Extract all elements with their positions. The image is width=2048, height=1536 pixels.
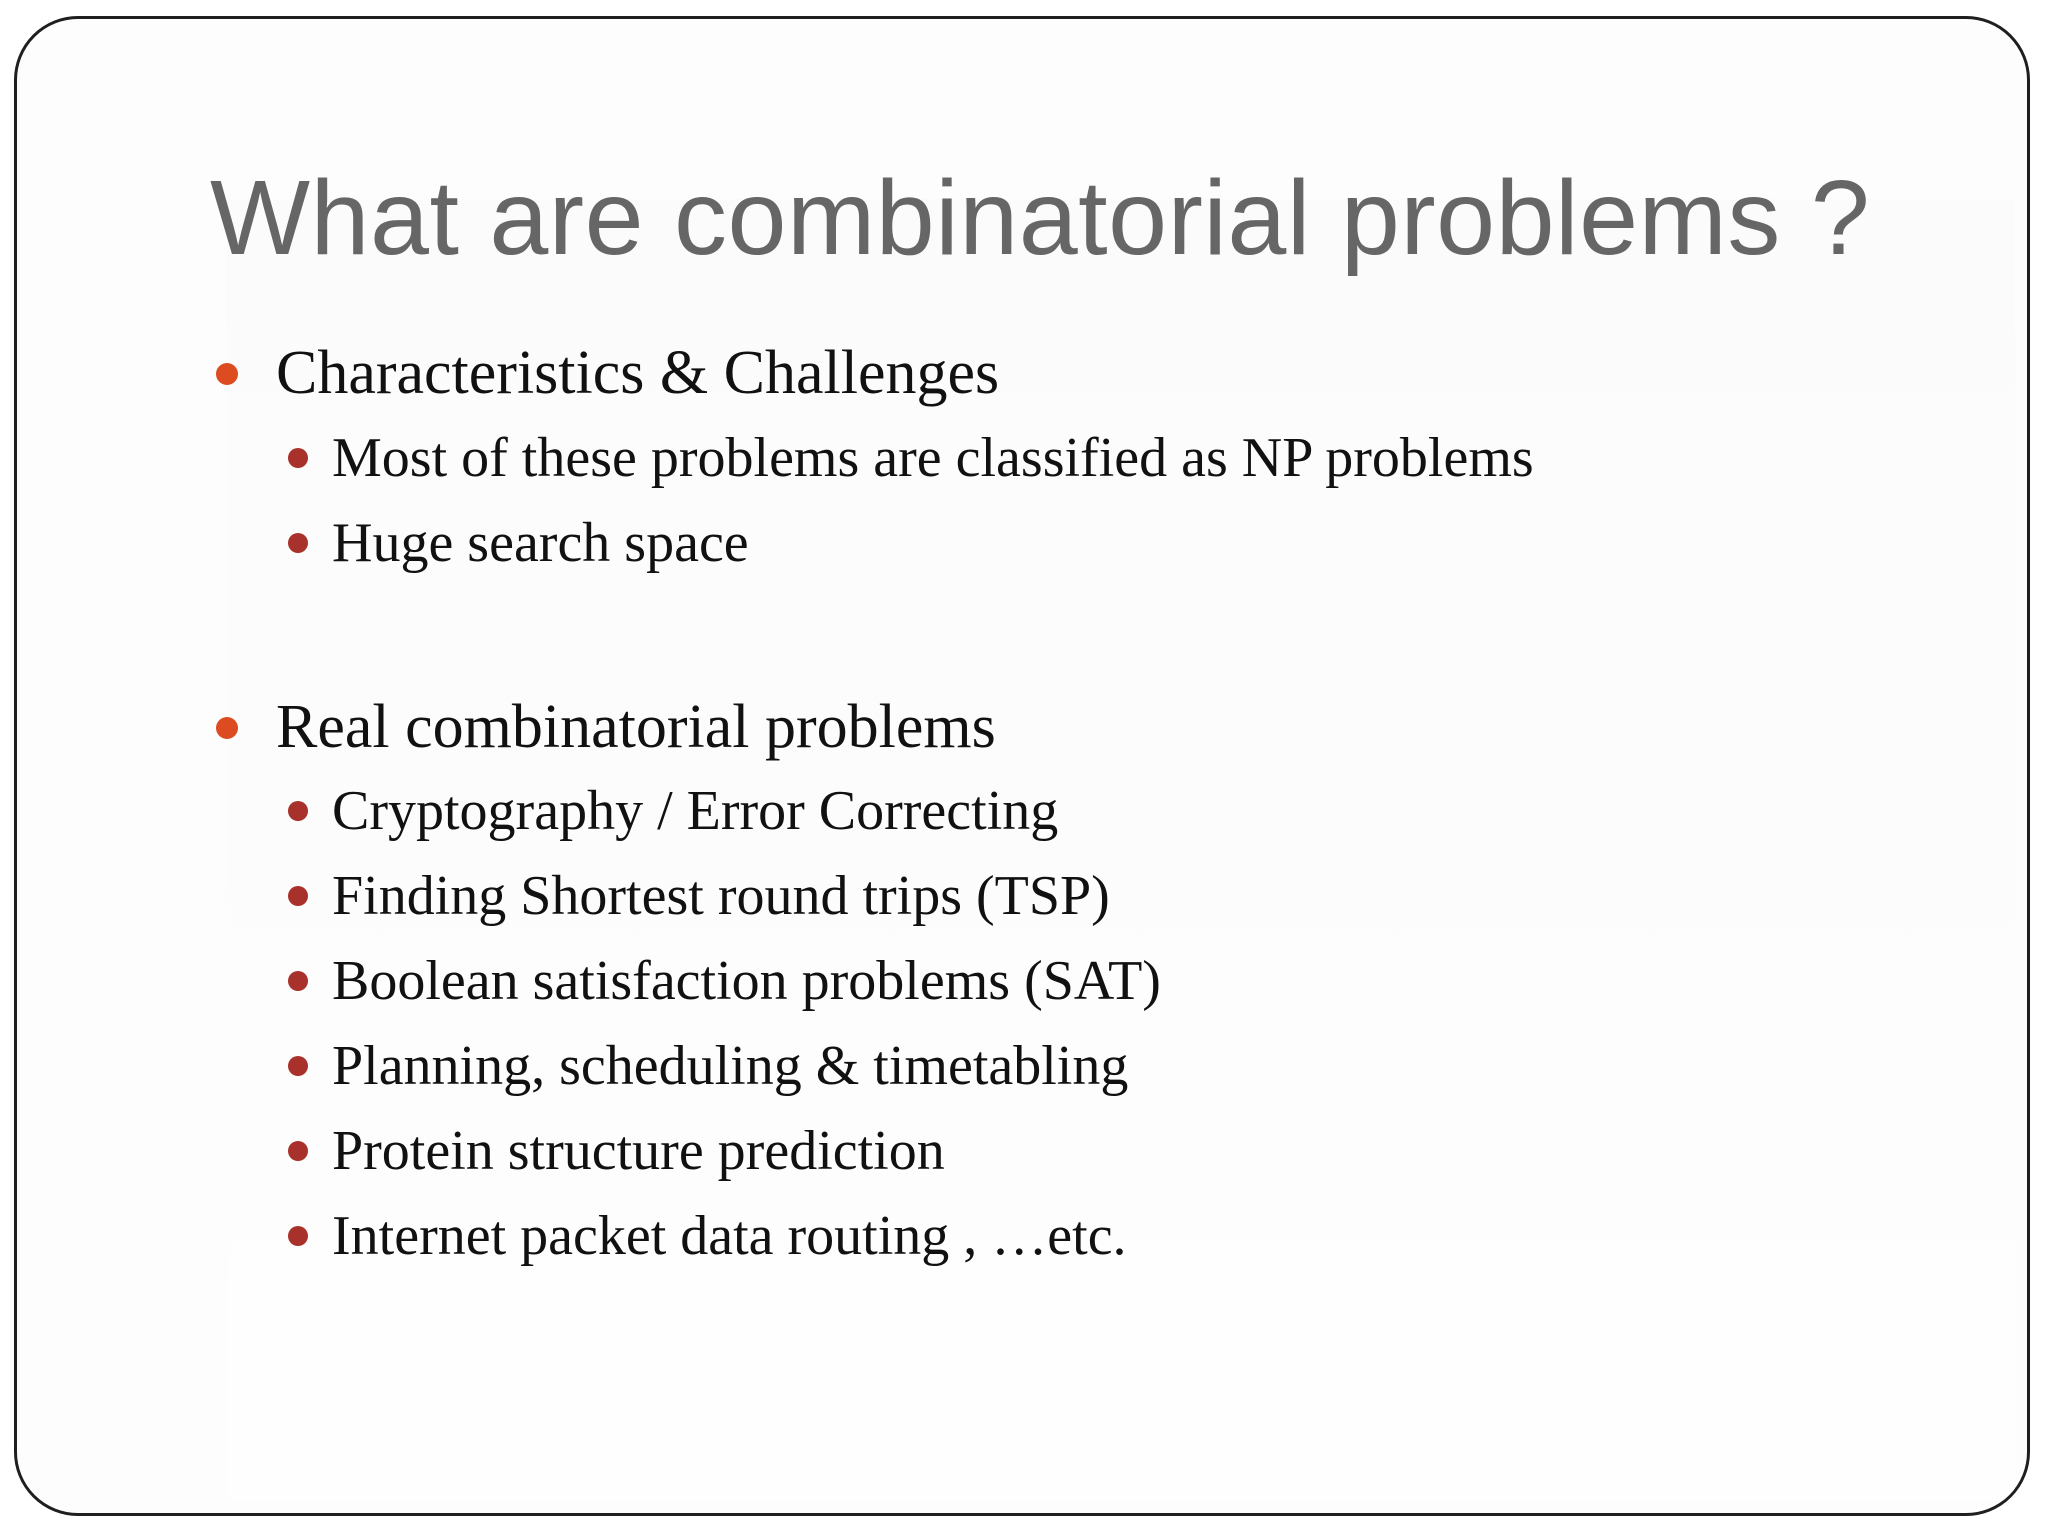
list-item-text: Finding Shortest round trips (TSP) bbox=[332, 865, 1110, 927]
list-item bbox=[288, 511, 749, 575]
bullet-dot-icon bbox=[288, 971, 308, 991]
list-item-text: Most of these problems are classified as NP problems bbox=[332, 427, 1534, 489]
section-heading-text: Real combinatorial problems bbox=[276, 693, 996, 761]
list-item-text: Internet packet data routing , …etc. bbox=[332, 1205, 1127, 1267]
list-item bbox=[288, 949, 1161, 1013]
list-item bbox=[288, 1204, 1127, 1268]
list-item-text: Huge search space bbox=[332, 512, 749, 574]
section-heading-real-problems bbox=[216, 692, 996, 763]
section-heading-characteristics bbox=[216, 338, 999, 409]
list-item bbox=[288, 779, 1058, 843]
bullet-dot-icon bbox=[288, 448, 308, 468]
section-heading-text: Characteristics & Challenges bbox=[276, 339, 1000, 407]
bullet-dot-icon bbox=[288, 1226, 308, 1246]
bullet-dot-icon bbox=[288, 801, 308, 821]
list-item bbox=[288, 1119, 945, 1183]
slide-title: What are combinatorial problems ? bbox=[210, 159, 1871, 277]
list-item-text: Cryptography / Error Correcting bbox=[332, 780, 1059, 842]
bullet-dot-icon bbox=[288, 886, 308, 906]
bullet-dot-icon bbox=[216, 717, 238, 739]
list-item-text: Boolean satisfaction problems (SAT) bbox=[332, 950, 1161, 1012]
list-item bbox=[288, 426, 1534, 490]
list-item bbox=[288, 1034, 1128, 1098]
bullet-dot-icon bbox=[288, 533, 308, 553]
list-item-text: Planning, scheduling & timetabling bbox=[332, 1035, 1129, 1097]
list-item bbox=[288, 864, 1110, 928]
list-item-text: Protein structure prediction bbox=[332, 1120, 945, 1182]
bullet-dot-icon bbox=[216, 363, 238, 385]
bullet-dot-icon bbox=[288, 1141, 308, 1161]
bullet-dot-icon bbox=[288, 1056, 308, 1076]
